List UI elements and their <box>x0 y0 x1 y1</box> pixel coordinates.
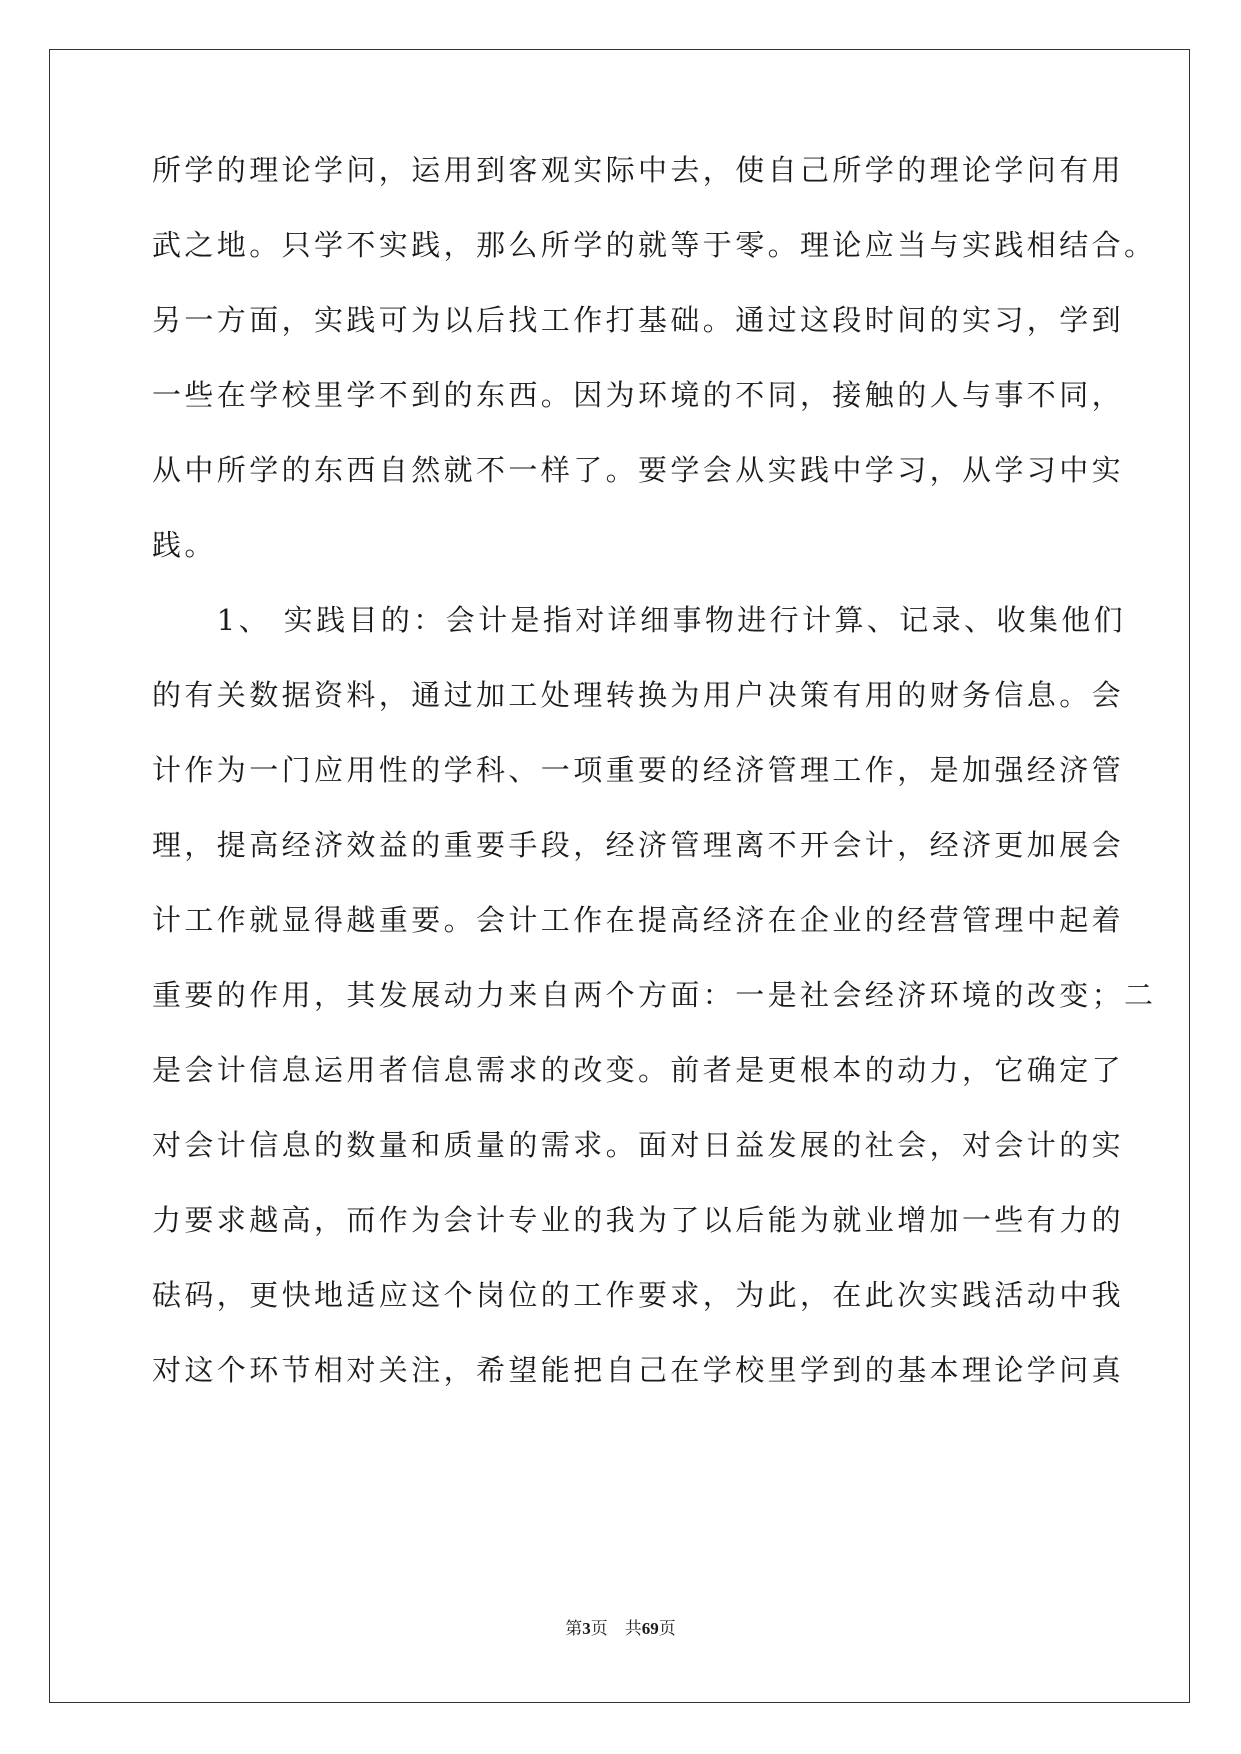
page-number: 3 <box>582 1619 591 1638</box>
text-line: 计作为一门应用性的学科、一项重要的经济管理工作，是加强经济管 <box>152 753 1125 787</box>
text-line: 另一方面，实践可为以后找工作打基础。通过这段时间的实习，学到 <box>152 303 1125 337</box>
text-line: 理，提高经济效益的重要手段，经济管理离不开会计，经济更加展会 <box>152 828 1125 862</box>
page-footer <box>0 1618 1241 1640</box>
total-pages: 69 <box>641 1619 659 1638</box>
text-line: 力要求越高，而作为会计专业的我为了以后能为就业增加一些有力的 <box>152 1203 1125 1237</box>
total-suffix: 页 <box>658 1619 676 1638</box>
text-line: 计工作就显得越重要。会计工作在提高经济在企业的经营管理中起着 <box>152 903 1125 937</box>
text-line: 的有关数据资料，通过加工处理转换为用户决策有用的财务信息。会 <box>152 678 1125 712</box>
page-prefix: 第 <box>565 1619 583 1638</box>
text-line: 从中所学的东西自然就不一样了。要学会从实践中学习，从学习中实 <box>152 453 1125 487</box>
text-line: 1、 实践目的：会计是指对详细事物进行计算、记录、收集他们 <box>152 603 1127 637</box>
page-suffix: 页 <box>590 1619 608 1638</box>
text-line: 对会计信息的数量和质量的需求。面对日益发展的社会，对会计的实 <box>152 1128 1125 1162</box>
text-line: 是会计信息运用者信息需求的改变。前者是更根本的动力，它确定了 <box>152 1053 1125 1087</box>
text-line: 重要的作用，其发展动力来自两个方面：一是社会经济环境的改变；二 <box>152 978 1157 1012</box>
text-line: 所学的理论学问，运用到客观实际中去，使自己所学的理论学问有用 <box>152 153 1125 187</box>
text-line: 一些在学校里学不到的东西。因为环境的不同，接触的人与事不同， <box>152 378 1125 412</box>
text-line: 对这个环节相对关注，希望能把自己在学校里学到的基本理论学问真 <box>152 1353 1125 1387</box>
text-line: 武之地。只学不实践，那么所学的就等于零。理论应当与实践相结合。 <box>152 228 1157 262</box>
total-prefix: 共 <box>624 1619 642 1638</box>
text-line: 践。 <box>152 528 217 562</box>
text-line: 砝码，更快地适应这个岗位的工作要求，为此，在此次实践活动中我 <box>152 1278 1125 1312</box>
